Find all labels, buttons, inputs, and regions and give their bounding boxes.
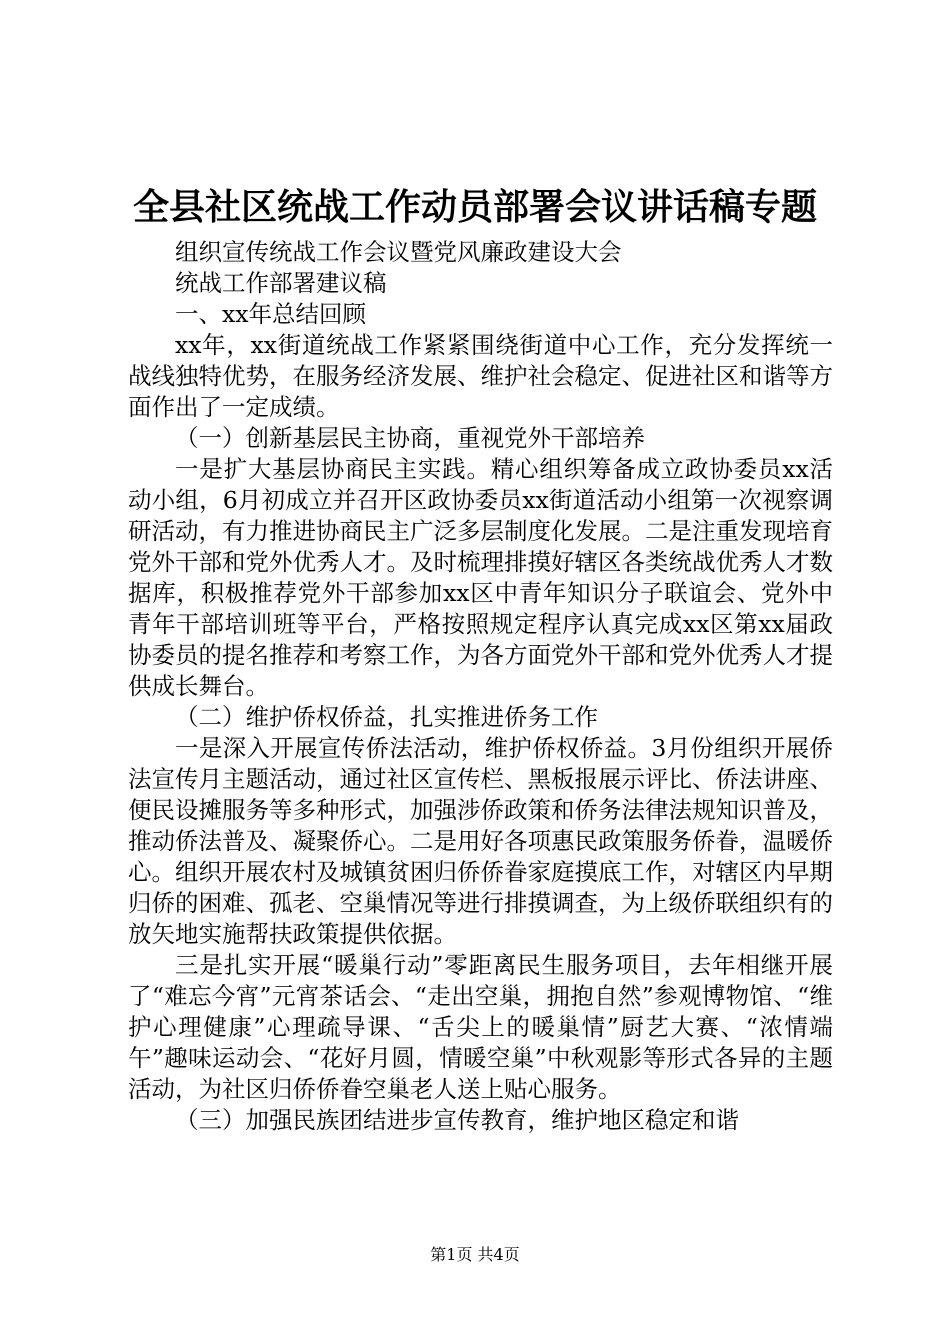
- paragraph-draft-name: 统战工作部署建议稿: [175, 269, 387, 297]
- subsection-heading-3: （三）加强民族团结进步宣传教育，维护地区稳定和谐: [175, 1106, 739, 1134]
- paragraph-democracy: 一是扩大基层协商民主实践。精心组织筹备成立政协委员xx活动小组，6月初成立并召开区政协委员xx街道活动小组第一次视察调研活动，有力推进协商民主广泛多层制度化发展。二是注重发现培育党外干部和党外优秀人才。及时梳理排摸好辖区各类统战优秀人才数据库，积极推荐党外干部参加xx区中青年知识分子联谊会、党外中青年干部培训班等平台，严格按照规定程序认真完成xx区第xx届政协委员的提名推荐和考察工作，为各方面党外干部和党外优秀人才提供成长舞台。: [128, 455, 833, 700]
- subsection-heading-1: （一）创新基层民主协商，重视党外干部培养: [175, 424, 645, 452]
- paragraph-summary: xx年，xx街道统战工作紧紧围绕街道中心工作，充分发挥统一战线独特优势，在服务经济发展、维护社会稳定、促进社区和谐等方面作出了一定成绩。: [128, 331, 833, 421]
- paragraph-overseas-chinese: 一是深入开展宣传侨法活动，维护侨权侨益。3月份组织开展侨法宣传月主题活动，通过社区宣传栏、黑板报展示评比、侨法讲座、便民设摊服务等多种形式，加强涉侨政策和侨务法律法规知识普及，推动侨法普及、凝聚侨心。二是用好各项惠民政策服务侨眷，温暖侨心。组织开展农村及城镇贫困归侨侨眷家庭摸底工作，对辖区内早期归侨的困难、孤老、空巢情况等进行排摸调查，为上级侨联组织有的放矢地实施帮扶政策提供依据。: [128, 734, 833, 948]
- document-body: [128, 237, 833, 1136]
- paragraph-meeting-name: 组织宣传统战工作会议暨党风廉政建设大会: [175, 238, 622, 266]
- page-footer: 第1页 共4页: [430, 1245, 520, 1264]
- paragraph-warm-nest: 三是扎实开展“暖巢行动”零距离民生服务项目，去年相继开展了“难忘今宵”元宵茶话会、“走出空巢，拥抱自然”参观博物馆、“维护心理健康”心理疏导课、“舌尖上的暖巢情”厨艺大赛、“浓情端午”趣味运动会、“花好月圆，情暖空巢”中秋观影等形式各异的主题活动，为社区归侨侨眷空巢老人送上贴心服务。: [128, 951, 833, 1103]
- subsection-heading-2: （二）维护侨权侨益，扎实推进侨务工作: [175, 703, 598, 731]
- section-heading-review: 一、xx年总结回顾: [175, 300, 367, 328]
- document-title: 全县社区统战工作动员部署会议讲话稿专题: [132, 187, 817, 228]
